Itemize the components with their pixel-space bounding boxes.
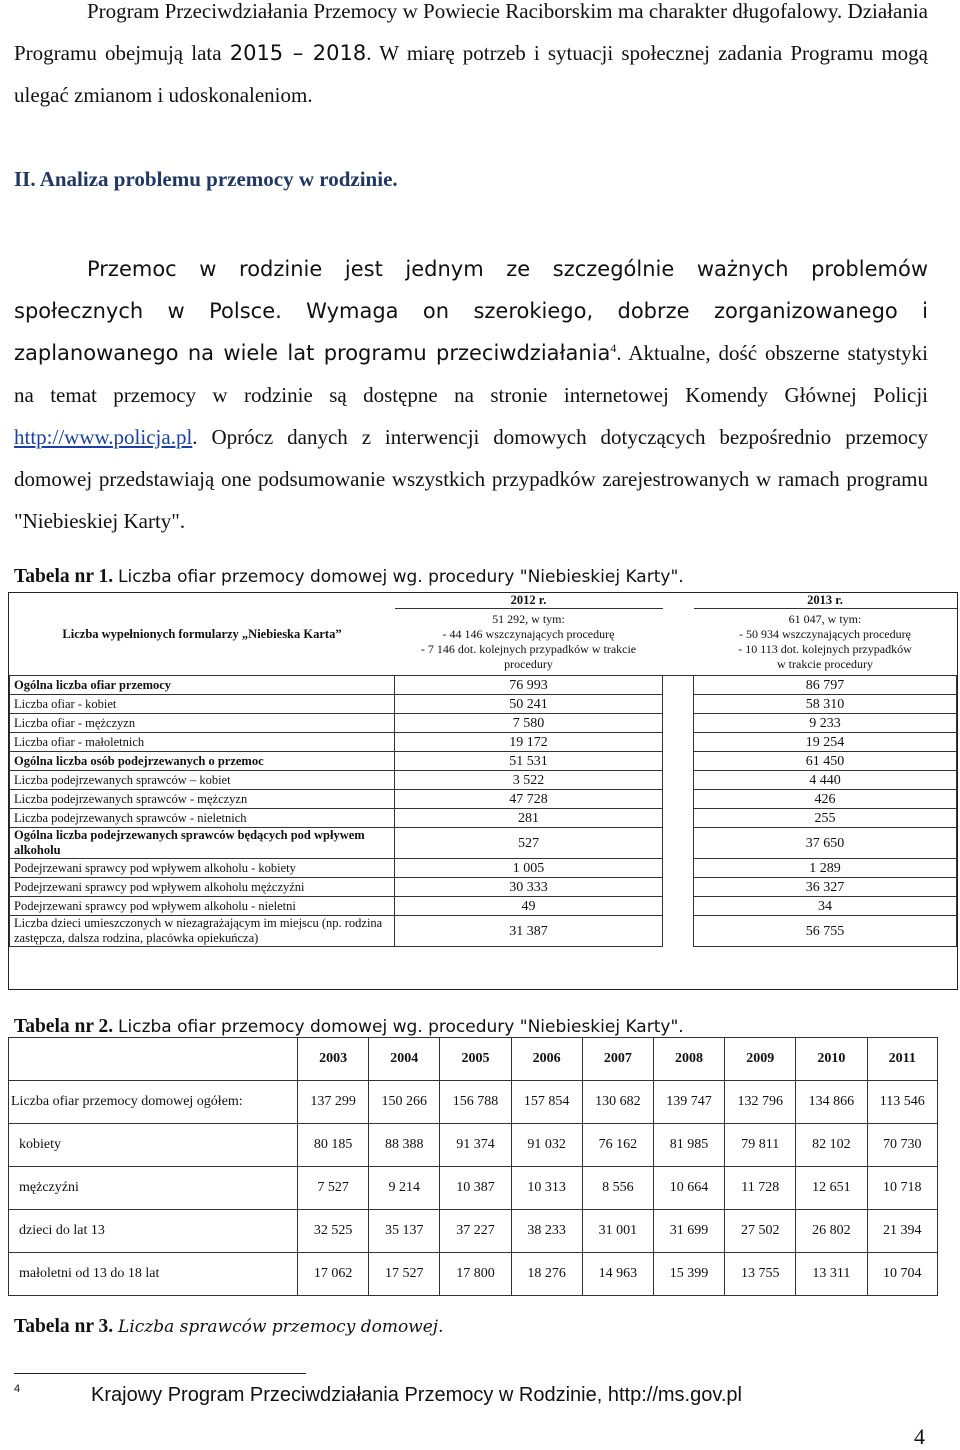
table2-cell: 13 755 bbox=[725, 1253, 796, 1296]
table1-value-2012: 30 333 bbox=[395, 878, 663, 897]
table1-value-2013: 1 289 bbox=[694, 859, 957, 878]
table2-cell: 31 699 bbox=[653, 1210, 724, 1253]
table1-value-2012: 281 bbox=[395, 809, 663, 828]
table1-row bbox=[10, 771, 957, 790]
table1-value-2013: 255 bbox=[694, 809, 957, 828]
table2-cell: 11 728 bbox=[725, 1167, 796, 1210]
section-heading bbox=[14, 167, 398, 192]
table1-spacer bbox=[663, 593, 694, 609]
body-text-1: Przemoc w rodzinie jest jednym ze szczególnie ważnych problemów społecznych w Polsce. Wymaga on szerokiego, dobrze zorganizowanego i zaplanowanego na wiele lat programu przeciwdziałania bbox=[14, 257, 928, 365]
table1-row bbox=[10, 859, 957, 878]
footnote-number: 4 bbox=[14, 1383, 21, 1395]
table2-cell: 113 546 bbox=[867, 1081, 938, 1124]
detail-2013-line: - 50 934 wszczynających procedurę bbox=[739, 627, 911, 641]
table2-cell: 134 866 bbox=[796, 1081, 867, 1124]
table2-body bbox=[9, 1081, 938, 1296]
table1-row bbox=[10, 733, 957, 752]
detail-2013-line: - 10 113 dot. kolejnych przypadków bbox=[738, 642, 912, 656]
table1-row bbox=[10, 878, 957, 897]
table2-row-label: małoletni od 13 do 18 lat bbox=[9, 1253, 298, 1296]
table1-value-2012: 76 993 bbox=[395, 676, 663, 695]
policja-link[interactable]: http://www.policja.pl bbox=[14, 425, 193, 449]
table1-spacer bbox=[663, 790, 694, 809]
table2-cell: 12 651 bbox=[796, 1167, 867, 1210]
table1-value-2012: 1 005 bbox=[395, 859, 663, 878]
table1-spacer bbox=[663, 828, 694, 859]
table1-value-2013: 34 bbox=[694, 897, 957, 916]
table2-row-label: kobiety bbox=[9, 1124, 298, 1167]
table1-value-2013: 37 650 bbox=[694, 828, 957, 859]
table2-year-header: 2010 bbox=[796, 1038, 867, 1081]
table2-row-label: Liczba ofiar przemocy domowej ogółem: bbox=[9, 1081, 298, 1124]
table2-cell: 150 266 bbox=[369, 1081, 440, 1124]
table1-value-2012: 50 241 bbox=[395, 695, 663, 714]
table2-cell: 76 162 bbox=[582, 1124, 653, 1167]
table1-spacer bbox=[663, 695, 694, 714]
table2-row bbox=[9, 1253, 938, 1296]
table1-value-2013: 9 233 bbox=[694, 714, 957, 733]
table1-spacer bbox=[663, 609, 694, 676]
table1-value-2012: 3 522 bbox=[395, 771, 663, 790]
table1-caption bbox=[14, 566, 684, 588]
table1-row bbox=[10, 897, 957, 916]
table2-corner-cell bbox=[9, 1038, 298, 1081]
table2-year-header: 2009 bbox=[725, 1038, 796, 1081]
table1-value-2012: 49 bbox=[395, 897, 663, 916]
table2-cell: 38 233 bbox=[511, 1210, 582, 1253]
table2-cell: 139 747 bbox=[653, 1081, 724, 1124]
table3-caption-text: Liczba sprawców przemocy domowej. bbox=[118, 1317, 444, 1337]
table2-cell: 10 704 bbox=[867, 1253, 938, 1296]
table1-spacer bbox=[663, 809, 694, 828]
detail-2012-line: - 7 146 dot. kolejnych przypadków w trakcie bbox=[420, 642, 637, 656]
table2 bbox=[8, 1037, 938, 1296]
body-text-2: . Aktualne, dość obszerne statystyki na temat przemocy w rodzinie są dostępne na stronie internetowej Komendy Głównej Policji bbox=[14, 341, 928, 407]
table2-cell: 10 387 bbox=[440, 1167, 511, 1210]
intro-text-2: . W miarę potrzeb i sytuacji społecznej zadania Programu mogą ulegać zmianom i udoskonaleniom. bbox=[14, 41, 928, 107]
table1-row-label: Liczba podejrzewanych sprawców – kobiet bbox=[10, 771, 395, 790]
table1-row-label: Ogólna liczba podejrzewanych sprawców będących pod wpływem alkoholu bbox=[10, 828, 395, 859]
table2-cell: 156 788 bbox=[440, 1081, 511, 1124]
table2-cell: 13 311 bbox=[796, 1253, 867, 1296]
table1-row-label: Podejrzewani sprawcy pod wpływem alkoholu - nieletni bbox=[10, 897, 395, 916]
table2-row bbox=[9, 1167, 938, 1210]
table1-row-label: Podejrzewani sprawcy pod wpływem alkoholu - kobiety bbox=[10, 859, 395, 878]
table2-cell: 88 388 bbox=[369, 1124, 440, 1167]
table1-detail-2013 bbox=[694, 609, 957, 676]
table1-value-2013: 19 254 bbox=[694, 733, 957, 752]
table1-year-row bbox=[10, 593, 957, 609]
table2-cell: 7 527 bbox=[298, 1167, 369, 1210]
table1-value-2012: 47 728 bbox=[395, 790, 663, 809]
table1-value-2012: 51 531 bbox=[395, 752, 663, 771]
detail-2013-line: 61 047, w tym: bbox=[788, 612, 862, 626]
table1-row bbox=[10, 676, 957, 695]
footnote-separator bbox=[14, 1373, 306, 1374]
table1-row-label: Ogólna liczba ofiar przemocy bbox=[10, 676, 395, 695]
table1-value-2012: 527 bbox=[395, 828, 663, 859]
table1-value-2013: 36 327 bbox=[694, 878, 957, 897]
table1-row-label: Podejrzewani sprawcy pod wpływem alkoholu mężczyźni bbox=[10, 878, 395, 897]
detail-2012-line: procedury bbox=[504, 657, 553, 671]
table1-spacer bbox=[663, 878, 694, 897]
table2-cell: 31 001 bbox=[582, 1210, 653, 1253]
table1-row-label: Liczba podejrzewanych sprawców - nieletnich bbox=[10, 809, 395, 828]
table1-row-label: Liczba podejrzewanych sprawców - mężczyzn bbox=[10, 790, 395, 809]
detail-2012-line: - 44 146 wszczynających procedurę bbox=[442, 627, 615, 641]
table2-row bbox=[9, 1081, 938, 1124]
table3-caption bbox=[14, 1316, 443, 1338]
table1-value-2012: 31 387 bbox=[395, 916, 663, 947]
table2-cell: 81 985 bbox=[653, 1124, 724, 1167]
table2-year-header: 2006 bbox=[511, 1038, 582, 1081]
table2-cell: 91 032 bbox=[511, 1124, 582, 1167]
table2-cell: 9 214 bbox=[369, 1167, 440, 1210]
table1-spacer bbox=[663, 733, 694, 752]
table2-year-header: 2007 bbox=[582, 1038, 653, 1081]
table1-row bbox=[10, 695, 957, 714]
page-number: 4 bbox=[914, 1424, 925, 1449]
footnote-text: Krajowy Program Przeciwdziałania Przemocy w Rodzinie, http://ms.gov.pl bbox=[91, 1384, 742, 1406]
table1-row bbox=[10, 790, 957, 809]
table1-caption-text: Liczba ofiar przemocy domowej wg. procedury "Niebieskiej Karty". bbox=[118, 567, 684, 587]
section-number: II. bbox=[14, 167, 36, 191]
table1-value-2012: 19 172 bbox=[395, 733, 663, 752]
table2-caption-text: Liczba ofiar przemocy domowej wg. procedury "Niebieskiej Karty". bbox=[118, 1017, 684, 1037]
table2-row-label: dzieci do lat 13 bbox=[9, 1210, 298, 1253]
table1-spacer bbox=[663, 676, 694, 695]
table1-year-2013: 2013 r. bbox=[694, 593, 957, 609]
table1-row-label: Ogólna liczba osób podejrzewanych o przemoc bbox=[10, 752, 395, 771]
table1-value-2013: 86 797 bbox=[694, 676, 957, 695]
table2-year-header: 2005 bbox=[440, 1038, 511, 1081]
table2-year-header: 2011 bbox=[867, 1038, 938, 1081]
table2-cell: 35 137 bbox=[369, 1210, 440, 1253]
table1-row bbox=[10, 809, 957, 828]
table2-cell: 27 502 bbox=[725, 1210, 796, 1253]
detail-2013-line: w trakcie procedury bbox=[777, 657, 873, 671]
table2-row bbox=[9, 1124, 938, 1167]
table2-cell: 21 394 bbox=[867, 1210, 938, 1253]
table2-cell: 70 730 bbox=[867, 1124, 938, 1167]
table2-cell: 37 227 bbox=[440, 1210, 511, 1253]
table2-caption bbox=[14, 1016, 684, 1038]
table1-row-label: Liczba ofiar - małoletnich bbox=[10, 733, 395, 752]
table2-cell: 18 276 bbox=[511, 1253, 582, 1296]
intro-paragraph bbox=[14, 0, 928, 116]
table1-body bbox=[10, 676, 957, 947]
table1-caption-label: Tabela nr 1. bbox=[14, 566, 114, 587]
table2-row-label: mężczyźni bbox=[9, 1167, 298, 1210]
table1-spacer bbox=[663, 714, 694, 733]
table2-cell: 17 062 bbox=[298, 1253, 369, 1296]
table1-value-2013: 58 310 bbox=[694, 695, 957, 714]
table2-cell: 26 802 bbox=[796, 1210, 867, 1253]
table1-spacer bbox=[663, 916, 694, 947]
table2-cell: 17 800 bbox=[440, 1253, 511, 1296]
table1-row-label: Liczba ofiar - mężczyzn bbox=[10, 714, 395, 733]
table2-cell: 32 525 bbox=[298, 1210, 369, 1253]
table1-value-2013: 56 755 bbox=[694, 916, 957, 947]
table1-value-2012: 7 580 bbox=[395, 714, 663, 733]
table2-header-row bbox=[9, 1038, 938, 1081]
table2-cell: 15 399 bbox=[653, 1253, 724, 1296]
table2-year-header: 2008 bbox=[653, 1038, 724, 1081]
table1-spacer bbox=[663, 859, 694, 878]
table2-cell: 80 185 bbox=[298, 1124, 369, 1167]
table1-header-label: Liczba wypełnionych formularzy „Niebieska Karta” bbox=[10, 593, 395, 676]
table1-row bbox=[10, 714, 957, 733]
table1-row-label: Liczba dzieci umieszczonych w niezagrażającym im miejscu (np. rodzina zastępcza, dalsza rodzina, placówka opiekuńcza) bbox=[10, 916, 395, 947]
table2-cell: 14 963 bbox=[582, 1253, 653, 1296]
table2-cell: 8 556 bbox=[582, 1167, 653, 1210]
table2-caption-label: Tabela nr 2. bbox=[14, 1016, 114, 1037]
table1-row bbox=[10, 916, 957, 947]
body-text-3: . Oprócz danych z interwencji domowych dotyczących bezpośrednio przemocy domowej przedstawiają one podsumowanie wszystkich przypadków zarejestrowanych w ramach programu "Niebieskiej Karty". bbox=[14, 425, 928, 533]
table1 bbox=[8, 592, 958, 990]
table1-spacer bbox=[663, 771, 694, 790]
table1-value-2013: 61 450 bbox=[694, 752, 957, 771]
table2-cell: 157 854 bbox=[511, 1081, 582, 1124]
footnote-reference[interactable]: 4 bbox=[610, 341, 617, 355]
table1-year-2012: 2012 r. bbox=[395, 593, 663, 609]
table2-cell: 10 718 bbox=[867, 1167, 938, 1210]
table2-year-header: 2003 bbox=[298, 1038, 369, 1081]
table2-cell: 82 102 bbox=[796, 1124, 867, 1167]
table2-cell: 17 527 bbox=[369, 1253, 440, 1296]
table2-row bbox=[9, 1210, 938, 1253]
table1-row bbox=[10, 828, 957, 859]
table2-cell: 10 664 bbox=[653, 1167, 724, 1210]
table1-value-2013: 426 bbox=[694, 790, 957, 809]
intro-text-1: Program Przeciwdziałania Przemocy w Powiecie Raciborskim ma charakter długofalowy. Działania Programu obejmują lata bbox=[14, 0, 928, 65]
table1-detail-2012 bbox=[395, 609, 663, 676]
table1-spacer bbox=[663, 897, 694, 916]
table2-cell: 79 811 bbox=[725, 1124, 796, 1167]
table1-row bbox=[10, 752, 957, 771]
table2-cell: 132 796 bbox=[725, 1081, 796, 1124]
table2-cell: 10 313 bbox=[511, 1167, 582, 1210]
table2-year-header: 2004 bbox=[369, 1038, 440, 1081]
table2-cell: 91 374 bbox=[440, 1124, 511, 1167]
table3-caption-label: Tabela nr 3. bbox=[14, 1316, 114, 1337]
table1-spacer bbox=[663, 752, 694, 771]
body-paragraph bbox=[14, 248, 928, 542]
intro-years: 2015 – 2018 bbox=[229, 41, 367, 65]
section-title: Analiza problemu przemocy w rodzinie. bbox=[39, 167, 398, 191]
table2-cell: 130 682 bbox=[582, 1081, 653, 1124]
table1-row-label: Liczba ofiar - kobiet bbox=[10, 695, 395, 714]
detail-2012-line: 51 292, w tym: bbox=[492, 612, 565, 626]
table2-cell: 137 299 bbox=[298, 1081, 369, 1124]
table1-value-2013: 4 440 bbox=[694, 771, 957, 790]
